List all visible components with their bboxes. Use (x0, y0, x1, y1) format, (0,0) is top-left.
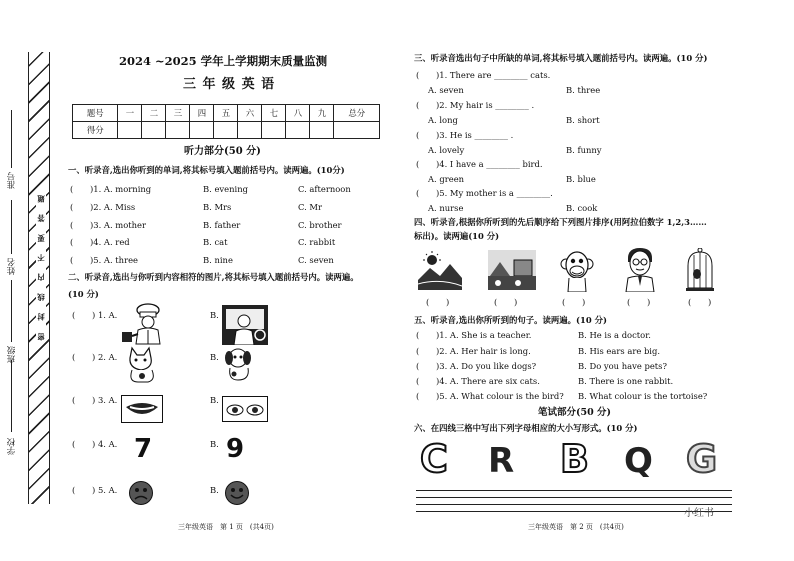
s5-q4: ( )4. A. There are six cats. (416, 376, 540, 386)
letter-g: G (686, 437, 718, 481)
listening-title: 听力部分(50 分) (184, 146, 261, 157)
score-row-label: 得分 (73, 122, 118, 139)
s1-q2-b: B. Mrs (203, 202, 232, 212)
s5-q2: ( )2. A. Her hair is long. (416, 346, 531, 356)
exam-number-label: 准号 (7, 172, 17, 189)
score-cell[interactable] (118, 122, 142, 139)
landscape-icon (418, 250, 462, 290)
s4-blank-3[interactable]: ( ) (562, 297, 586, 307)
s2-q4-label: ( ) 4. A. (72, 439, 118, 449)
s5-q3: ( )3. A. Do you like dogs? (416, 361, 537, 371)
s5-q5: ( )5. A. What colour is the bird? (416, 391, 564, 401)
s1-q4-a: ( )4. A. red (70, 237, 130, 247)
eyes-icon (222, 396, 268, 422)
cat-icon (124, 346, 158, 384)
number-nine: 9 (226, 434, 245, 464)
s1-q2-c: C. Mr (298, 202, 323, 212)
footer-page-1: 三年级英语 第 1 页 (共4页) (178, 523, 274, 531)
s3-q5-b: B. cook (566, 203, 598, 213)
score-head: 五 (214, 105, 238, 122)
s1-q1-a: ( )1. A. morning (70, 184, 152, 194)
s4-blank-5[interactable]: ( ) (688, 297, 712, 307)
grid-line (416, 504, 732, 505)
s3-q2-a: A. long (428, 115, 458, 125)
score-head: 八 (286, 105, 310, 122)
letter-r: R (488, 441, 515, 481)
s2-q5-label: ( ) 5. A. (72, 485, 118, 495)
s3-q5-a: A. nurse (428, 203, 464, 213)
score-head: 二 (142, 105, 166, 122)
s6-heading: 六、在四线三格中写出下列字母相应的大小写形式。(10 分) (414, 423, 638, 433)
number-seven: 7 (134, 434, 153, 464)
s3-q1: ( )1. There are ________ cats. (416, 70, 551, 80)
s2-q4-b-label: B. (210, 439, 219, 449)
s3-q3-a: A. lovely (428, 145, 465, 155)
s3-q2-b: B. short (566, 115, 600, 125)
s5-q5-b: B. What colour is the tortoise? (578, 391, 708, 401)
campsite-icon (488, 250, 536, 290)
s4-blank-1[interactable]: ( ) (426, 297, 450, 307)
s3-q4-b: B. blue (566, 174, 596, 184)
s5-q3-b: B. Do you have pets? (578, 361, 667, 371)
score-cell[interactable] (190, 122, 214, 139)
score-cell[interactable] (142, 122, 166, 139)
chef-icon (120, 302, 172, 346)
s5-q2-b: B. His ears are big. (578, 346, 661, 356)
grid-line (416, 497, 732, 498)
dog-icon (222, 346, 258, 382)
s2-q2-label: ( ) 2. A. (72, 352, 118, 362)
s5-heading: 五、听录音,选出你所听到的句子。读两遍。(10 分) (414, 315, 607, 325)
score-head: 总分 (334, 105, 380, 122)
score-head: 七 (262, 105, 286, 122)
s3-q1-b: B. three (566, 85, 601, 95)
score-cell[interactable] (214, 122, 238, 139)
s1-q3-a: ( )3. A. mother (70, 220, 147, 230)
score-head: 一 (118, 105, 142, 122)
school-blank (11, 360, 12, 432)
s3-q5: ( )5. My mother is a ________. (416, 188, 553, 198)
s1-q4-b: B. cat (203, 237, 228, 247)
letter-q: Q (624, 441, 653, 481)
s1-q3-b: B. father (203, 220, 241, 230)
score-cell[interactable] (262, 122, 286, 139)
monkey-icon (560, 248, 594, 292)
exam-title: 2024 ~2025 学年上学期期末质量监测 (119, 54, 328, 68)
grid-line (416, 490, 732, 491)
score-cell[interactable] (238, 122, 262, 139)
footer-page-2: 三年级英语 第 2 页 (共4页) (528, 523, 624, 531)
s4-heading: 四、听录音,根据你所听到的先后顺序给下列图片排序(用阿拉伯数字 1,2,3…… (414, 217, 707, 227)
score-cell[interactable] (286, 122, 310, 139)
s3-q4: ( )4. I have a ________ bird. (416, 159, 543, 169)
s4-blank-2[interactable]: ( ) (494, 297, 518, 307)
s2-q3-b-label: B. (210, 395, 219, 405)
s2-q1-label: ( ) 1. A. (72, 310, 118, 320)
s2-heading: 二、听录音,选出与你听到内容相符的图片,将其标号填入题前括号内。读两遍。 (68, 272, 359, 282)
s3-q3: ( )3. He is ________ . (416, 130, 514, 140)
teacher-man-icon (622, 246, 658, 292)
s2-q3-label: ( ) 3. A. (72, 395, 118, 405)
s2-points: (10 分) (68, 289, 99, 299)
score-cell[interactable] (334, 122, 380, 139)
s1-q5-c: C. seven (298, 255, 334, 265)
watermark: 小红书 (684, 508, 714, 519)
s3-q2: ( )2. My hair is ________ . (416, 100, 535, 110)
birdcage-icon (684, 248, 716, 292)
score-head: 四 (190, 105, 214, 122)
s5-q1-b: B. He is a doctor. (578, 330, 651, 340)
s3-q1-a: A. seven (428, 85, 464, 95)
score-head: 三 (166, 105, 190, 122)
happy-face-icon (224, 480, 250, 506)
s3-q3-b: B. funny (566, 145, 602, 155)
s1-q4-c: C. rabbit (298, 237, 336, 247)
s1-q1-c: C. afternoon (298, 184, 351, 194)
s1-q1-b: B. evening (203, 184, 248, 194)
class-blank (11, 280, 12, 342)
name-label: 姓名 (7, 258, 17, 275)
sad-face-icon (128, 480, 154, 506)
s4-blank-4[interactable]: ( ) (627, 297, 651, 307)
s3-q4-a: A. green (428, 174, 465, 184)
s3-heading: 三、听录音选出句子中所缺的单词,将其标号填入题前括号内。读两遍。(10 分) (414, 53, 708, 63)
s1-heading: 一、听录音,选出你听到的单词,将其标号填入题前括号内。读两遍。(10分) (68, 165, 345, 175)
s5-q4-b: B. There is one rabbit. (578, 376, 674, 386)
s5-q1: ( )1. A. She is a teacher. (416, 330, 532, 340)
s1-q5-b: B. nine (203, 255, 233, 265)
s1-q3-c: C. brother (298, 220, 342, 230)
score-cell[interactable] (310, 122, 334, 139)
school-label: 学校 (7, 438, 17, 455)
seal-line-text: 密 封 线 内 不 要 答 题 (36, 190, 45, 341)
s1-q5-a: ( )5. A. three (70, 255, 138, 265)
s4-heading-2: 标出)。读两遍(10 分) (414, 231, 500, 241)
s2-q2-b-label: B. (210, 352, 219, 362)
score-head: 题号 (73, 105, 118, 122)
s1-q2-a: ( )2. A. Miss (70, 202, 136, 212)
s2-q1-b-label: B. (210, 310, 219, 320)
name-blank (11, 200, 12, 254)
exam-number-blank (11, 110, 12, 168)
score-head: 九 (310, 105, 334, 122)
letter-c: C (420, 437, 448, 481)
score-table (72, 104, 380, 139)
mouth-icon (121, 395, 163, 423)
score-cell[interactable] (166, 122, 190, 139)
written-title: 笔试部分(50 分) (538, 407, 612, 418)
score-head: 六 (238, 105, 262, 122)
subject-title: 三 年 级 英 语 (183, 77, 276, 92)
letter-b: B (560, 437, 589, 481)
s2-q5-b-label: B. (210, 485, 219, 495)
bus-driver-icon (222, 305, 268, 345)
class-label: 班级 (7, 346, 17, 363)
